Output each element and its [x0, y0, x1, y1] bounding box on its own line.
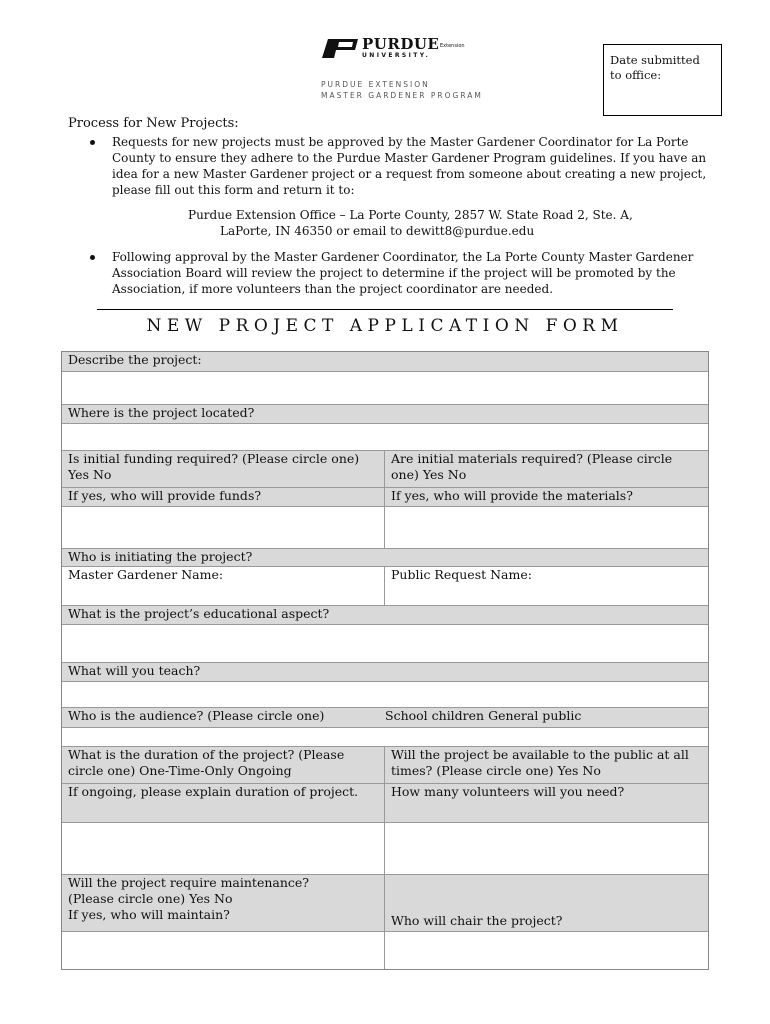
chair-input[interactable] [385, 932, 708, 969]
row-line [62, 605, 708, 606]
maintainer-input[interactable] [62, 932, 384, 969]
column-line [384, 875, 385, 969]
row-line [62, 624, 708, 625]
public-availability-question[interactable]: Will the project be available to the public at all times? (Please circle one) Yes No [385, 747, 708, 783]
materials-provider-label: If yes, who will provide the materials? [385, 488, 708, 506]
public-request-name-field[interactable] [385, 567, 708, 605]
audience-spacer [62, 728, 708, 746]
row-line [62, 566, 708, 567]
divider-rule [97, 309, 673, 310]
volunteers-input[interactable] [385, 823, 708, 874]
row-line [62, 662, 708, 663]
maintenance-line-3: If yes, who will maintain? [68, 907, 230, 922]
audience-options[interactable]: School children General public [385, 708, 582, 723]
process-bullet-1 [90, 134, 710, 198]
chair-label: Who will chair the project? [391, 913, 563, 928]
maintenance-line-2[interactable]: (Please circle one) Yes No [68, 891, 233, 906]
audience-row[interactable] [62, 708, 708, 727]
date-submitted-label: Date submitted to office: [610, 53, 700, 82]
program-line-1: PURDUE EXTENSION [321, 80, 430, 89]
bullet-dot-icon [90, 140, 95, 145]
maintenance-question[interactable] [62, 875, 384, 931]
row-line [62, 931, 708, 932]
program-line-2: MASTER GARDENER PROGRAM [321, 91, 483, 100]
logo-wordmark: PURDUE [362, 35, 440, 53]
educational-input[interactable] [62, 625, 708, 662]
column-line [384, 451, 385, 549]
date-submitted-box[interactable] [603, 44, 722, 116]
address-line-2: LaPorte, IN 46350 or email to dewitt8@purdue.edu [220, 224, 535, 238]
volunteers-label: How many volunteers will you need? [385, 784, 708, 822]
ongoing-explain-label: If ongoing, please explain duration of project. [62, 784, 384, 822]
master-gardener-name-field[interactable] [62, 567, 384, 605]
maintenance-line-1: Will the project require maintenance? [68, 875, 310, 890]
funding-question[interactable]: Is initial funding required? (Please circle one) Yes No [62, 451, 384, 487]
row-line [62, 506, 708, 507]
row-line [62, 681, 708, 682]
row-line [62, 371, 708, 372]
materials-provider-input[interactable] [385, 507, 708, 548]
location-label: Where is the project located? [62, 405, 708, 423]
process-title: Process for New Projects: [68, 116, 239, 131]
materials-question[interactable]: Are initial materials required? (Please circle one) Yes No [385, 451, 708, 487]
application-form [61, 351, 709, 970]
row-line [62, 423, 708, 424]
purdue-logo-mark [322, 39, 358, 58]
funds-provider-label: If yes, who will provide funds? [62, 488, 384, 506]
ongoing-explain-input[interactable] [62, 823, 384, 874]
row-line [62, 746, 708, 747]
column-line [384, 747, 385, 875]
column-line [384, 567, 385, 606]
audience-question: Who is the audience? (Please circle one) [68, 708, 325, 723]
form-title: NEW PROJECT APPLICATION FORM [146, 316, 624, 336]
process-bullet-2 [90, 249, 710, 297]
initiating-label: Who is initiating the project? [62, 549, 708, 566]
row-line [62, 727, 708, 728]
bullet-dot-icon [90, 255, 95, 260]
teach-input[interactable] [62, 682, 708, 707]
funds-provider-input[interactable] [62, 507, 384, 548]
address-line-1: Purdue Extension Office – La Porte County, 2857 W. State Road 2, Ste. A, [188, 208, 633, 222]
return-address [90, 207, 710, 239]
location-input[interactable] [62, 424, 708, 450]
describe-input[interactable] [62, 372, 708, 404]
logo-subtitle: UNIVERSITY. [362, 52, 431, 59]
master-gardener-name-label: Master Gardener Name: [68, 567, 224, 582]
process-list [90, 134, 710, 297]
row-line [62, 822, 708, 823]
row-line [62, 404, 708, 405]
public-request-name-label: Public Request Name: [391, 567, 532, 582]
chair-label-cell [385, 875, 708, 931]
row-line [62, 487, 708, 488]
describe-label: Describe the project: [62, 352, 708, 371]
bullet-2-text: Following approval by the Master Gardener Coordinator, the La Porte County Master Gardener Association Board will review the project to determine if the project will be promoted by the Association, if more volunteers than the project coordinator are needed. [112, 250, 694, 296]
logo-extension: Extension [440, 43, 465, 49]
row-line [62, 450, 708, 451]
bullet-1-text: Requests for new projects must be approved by the Master Gardener Coordinator for La Porte County to ensure they adhere to the Purdue Master Gardener Program guidelines. If you have an idea for a new Master Gardener project or a request from someone about creating a new project, please fill out this form and return it to: [112, 135, 707, 197]
teach-label: What will you teach? [62, 663, 708, 681]
duration-question[interactable]: What is the duration of the project? (Please circle one) One-Time-Only Ongoing [62, 747, 384, 783]
educational-label: What is the project’s educational aspect? [62, 606, 708, 624]
row-line [62, 548, 708, 549]
row-line [62, 874, 708, 875]
row-line [62, 783, 708, 784]
row-line [62, 707, 708, 708]
